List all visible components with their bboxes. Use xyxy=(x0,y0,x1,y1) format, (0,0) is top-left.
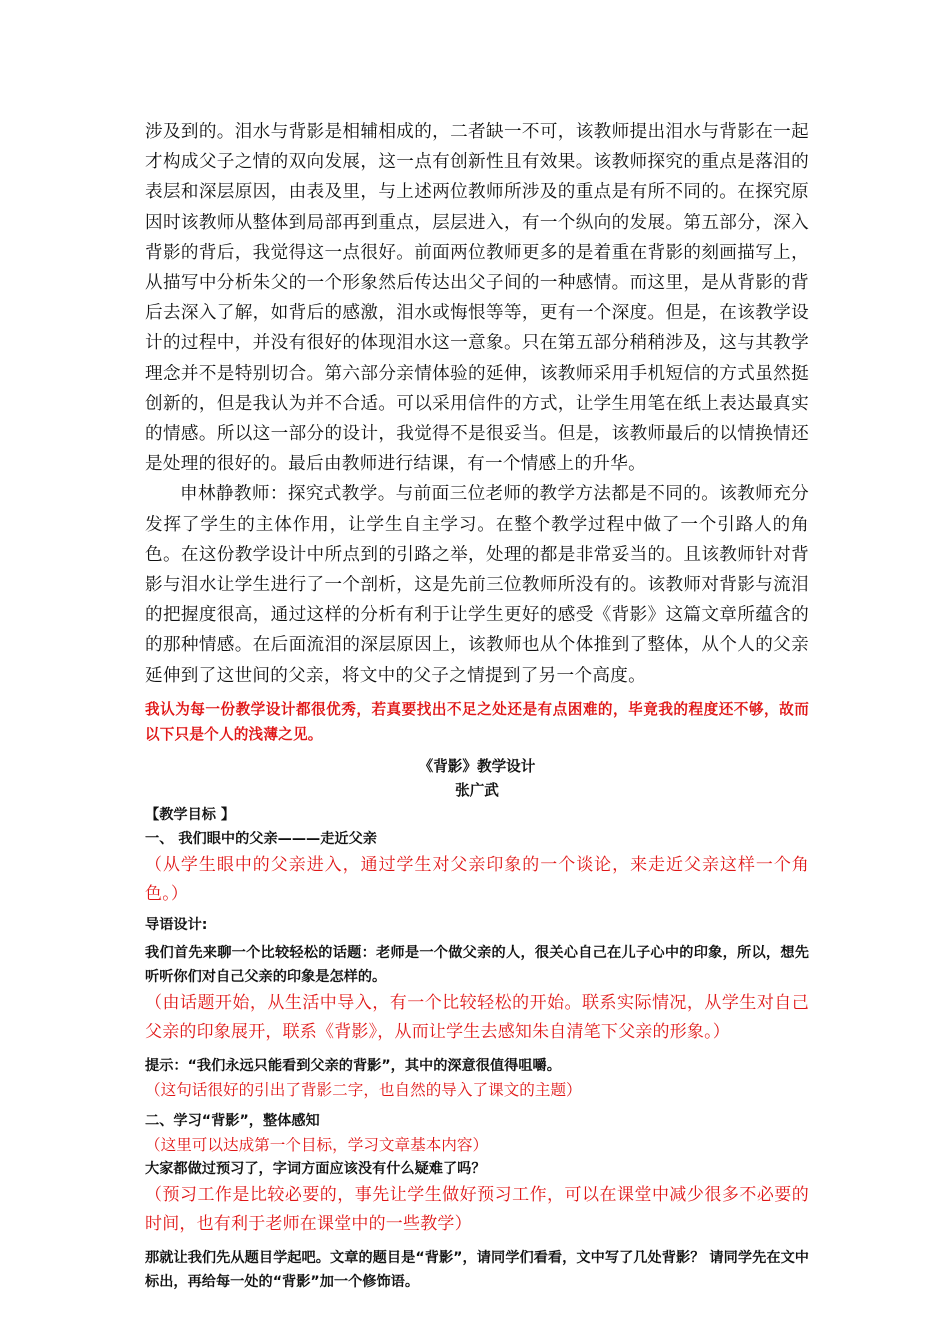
intro-comment: （由话题开始，从生活中导入，有一个比较轻松的开始。联系实际情况，从学生对自己父亲的印象展开，联系《背影》，从而让学生去感知朱自清笔下父亲的形象。） xyxy=(145,992,809,1042)
design-title: 《背影》教学设计 xyxy=(418,757,536,775)
author-note: 我认为每一份教学设计都很优秀，若真要找出不足之处还是有点困难的，毕竟我的程度还不够，故而以下只是个人的浅薄之见。 xyxy=(145,700,809,743)
preview-comment: （预习工作是比较必要的，事先让学生做好预习工作，可以在课堂中减少很多不必要的时间，也有利于老师在课堂中的一些教学） xyxy=(145,1184,809,1234)
hint-text: 提示：“我们永远只能看到父亲的背影”，其中的深意很值得咀嚼。 xyxy=(145,1057,561,1074)
intro-label: 导语设计: xyxy=(145,916,208,933)
preview-question: 大家都做过预习了，字词方面应该没有什么疑难了吗？ xyxy=(145,1160,486,1177)
goal-heading: 【教学目标 】 xyxy=(145,806,236,823)
section1-heading: 一、 我们眼中的父亲———走近父亲 xyxy=(145,830,377,847)
section1-comment: （从学生眼中的父亲进入，通过学生对父亲印象的一个谈论，来走近父亲这样一个角色。） xyxy=(145,854,809,904)
document-body xyxy=(145,117,809,1294)
hint-comment: （这句话很好的引出了背影二字，也自然的导入了课文的主题） xyxy=(145,1080,582,1099)
paragraph-review-continued: 涉及到的。泪水与背影是相辅相成的，二者缺一不可，该教师提出泪水与背影在一起才构成父子之情的双向发展，这一点有创新性且有效果。该教师探究的重点是落泪的表层和深层原因，由表及里，与上述两位教师所涉及的重点是有所不同的。在探究原因时该教师从整体到局部再到重点，层层进入，有一个纵向的发展。第五部分，深入背影的背后，我觉得这一点很好。前面两位教师更多的是着重在背影的刻画描写上，从描写中分析朱父的一个形象然后传达出父子间的一种感情。而这里，是从背影的背后去深入了解，如背后的感激，泪水或悔恨等等，更有一个深度。但是，在该教学设计的过程中，并没有很好的体现泪水这一意象。只在第五部分稍稍涉及，这与其教学理念并不是特别切合。第六部分亲情体验的延伸，该教师采用手机短信的方式虽然挺创新的，但是我认为并不合适。可以采用信件的方式，让学生用笔在纸上表达最真实的情感。所以这一部分的设计，我觉得不是很妥当。但是，该教师最后的以情换情还是处理的很好的。最后由教师进行结课，有一个情感上的升华。 xyxy=(145,122,809,475)
design-author: 张广武 xyxy=(455,781,499,799)
intro-text: 我们首先来聊一个比较轻松的话题：老师是一个做父亲的人，很关心自己在儿子心中的印象，所以，想先听听你们对自己父亲的印象是怎样的。 xyxy=(145,944,809,985)
final-text: 那就让我们先从题目学起吧。文章的题目是“背影”，请同学们看看，文中写了几处背影？ 请同学先在文中标出，再给每一处的“背影”加一个修饰语。 xyxy=(145,1249,809,1290)
section2-heading: 二、学习“背影”，整体感知 xyxy=(145,1112,320,1129)
paragraph-shen-linjing-review: 申林静教师：探究式教学。与前面三位老师的教学方法都是不同的。该教师充分发挥了学生的主体作用，让学生自主学习。在整个教学过程中做了一个引路人的角色。在这份教学设计中所点到的引路之举，处理的都是非常妥当的。且该教师针对背影与泪水让学生进行了一个剖析，这是先前三位教师所没有的。该教师对背影与流泪的把握度很高，通过这样的分析有利于让学生更好的感受《背影》这篇文章所蕴含的的那种情感。在后面流泪的深层原因上，该教师也从个体推到了整体，从个人的父亲延伸到了这世间的父亲，将文中的父子之情提到了另一个高度。 xyxy=(145,484,809,686)
section2-comment: （这里可以达成第一个目标，学习文章基本内容） xyxy=(145,1135,489,1154)
